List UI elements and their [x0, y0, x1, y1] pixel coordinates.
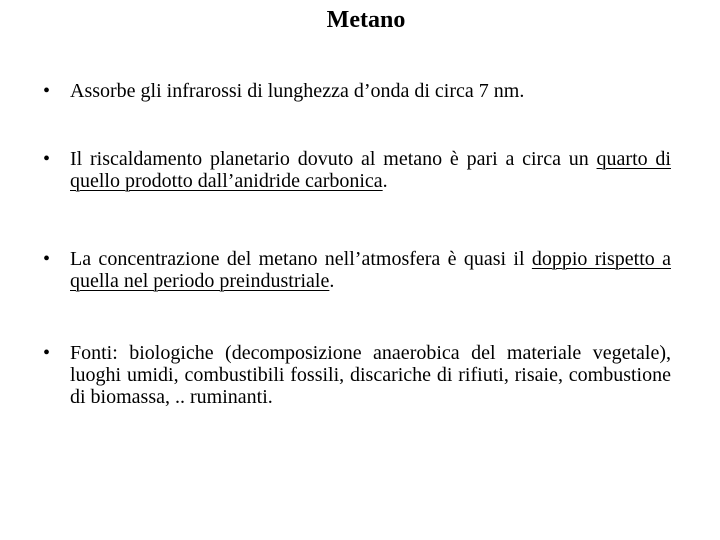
slide-title: Metano — [326, 7, 406, 33]
bullet-text — [70, 248, 671, 292]
bullet-text-underlined: quarto di quello prodotto dall’anidride carbonica — [70, 148, 671, 192]
bullet-icon: • — [43, 248, 51, 270]
bullet-text-end: . — [329, 270, 335, 292]
bullet-item-sources — [43, 342, 671, 408]
bullet-icon: • — [43, 148, 51, 170]
bullet-item-concentration — [43, 248, 671, 292]
bullet-text — [70, 148, 671, 192]
bullet-text-underlined: doppio rispetto a quella nel periodo preindustriale — [70, 248, 671, 292]
bullet-text-plain: La concentrazione del metano nell’atmosfera è quasi il — [70, 248, 532, 270]
bullet-item-warming — [43, 148, 671, 192]
bullet-text-plain: Il riscaldamento planetario dovuto al metano è pari a circa un — [70, 148, 597, 170]
bullet-item-infrared — [43, 80, 671, 102]
bullet-text-end: . — [382, 170, 388, 192]
bullet-text: Fonti: biologiche (decomposizione anaerobica del materiale vegetale), luoghi umidi, combustibili fossili, discariche di rifiuti, risaie, combustione di biomassa, .. ruminanti. — [70, 342, 671, 408]
bullet-icon: • — [43, 342, 51, 364]
bullet-icon: • — [43, 80, 51, 102]
bullet-text: Assorbe gli infrarossi di lunghezza d’onda di circa 7 nm. — [70, 80, 525, 102]
